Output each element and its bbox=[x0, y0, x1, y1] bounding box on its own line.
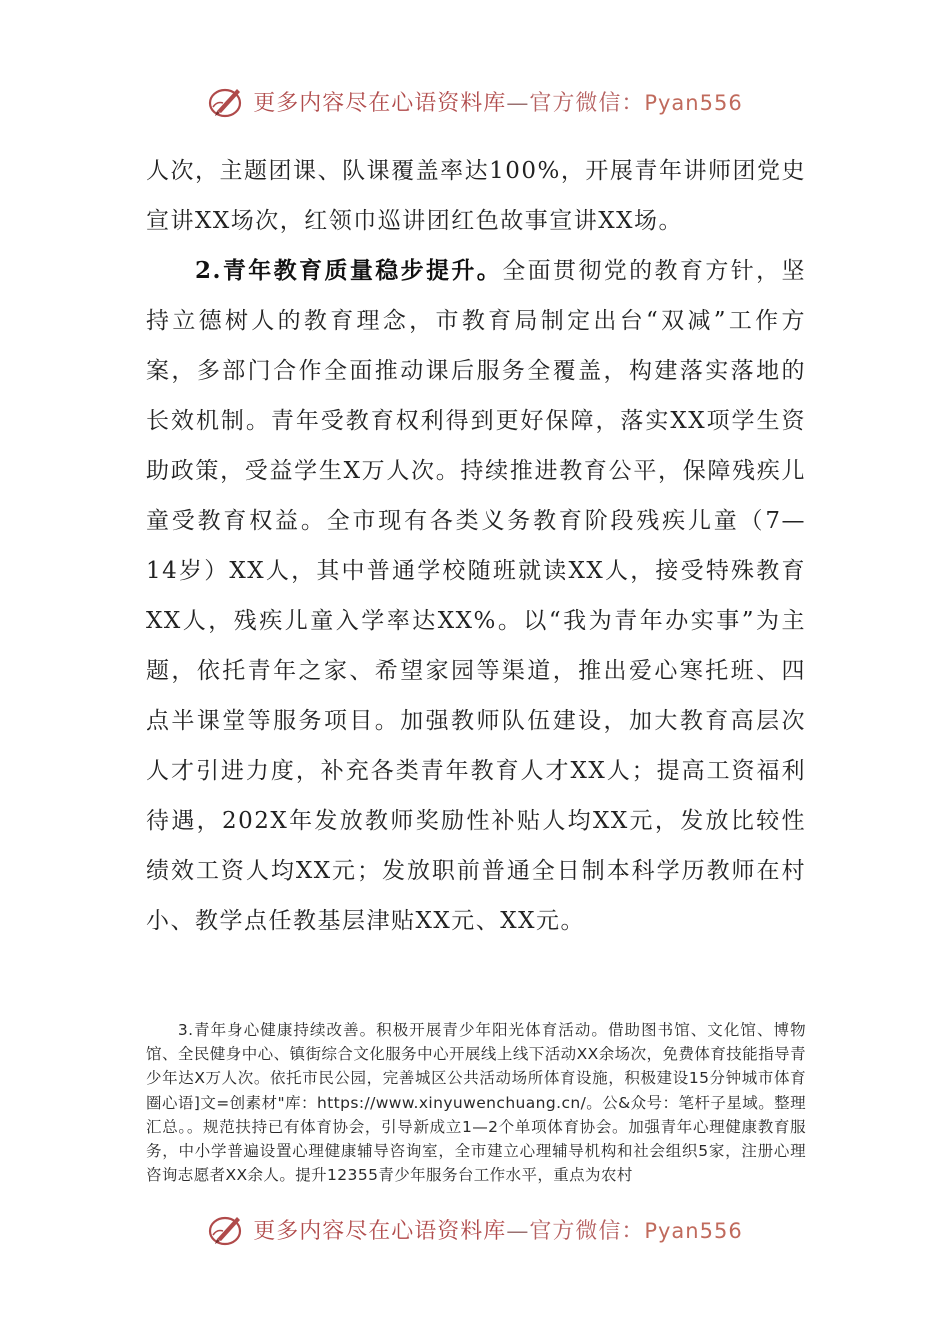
paragraph-health bbox=[146, 1018, 806, 1187]
paragraph-education-quality bbox=[146, 246, 806, 946]
header-watermark-banner bbox=[0, 76, 950, 126]
paragraph-body: 全面贯彻党的教育方针，坚持立德树人的教育理念，市教育局制定出台“双减”工作方案，多部门合作全面推动课后服务全覆盖，构建落实落地的长效机制。青年受教育权利得到更好保障，落实XX项学生资助政策，受益学生X万人次。持续推进教育公平，保障残疾儿童受教育权益。全市现有各类义务教育阶段残疾儿童（7—14岁）XX人，其中普通学校随班就读XX人，接受特殊教育XX人，残疾儿童入学率达XX%。以“我为青年办实事”为主题，依托青年之家、希望家园等渠道，推出爱心寒托班、四点半课堂等服务项目。加强教师队伍建设，加大教育高层次人才引进力度，补充各类青年教育人才XX人；提高工资福利待遇，202X年发放教师奖励性补贴人均XX元，发放比较性绩效工资人均XX元；发放职前普通全日制本科学历教师在村小、教学点任教基层津贴XX元、XX元。 bbox=[146, 258, 806, 934]
banner-wechat-id: Pyan556 bbox=[644, 90, 743, 115]
paragraph-continued: 人次，主题团课、队课覆盖率达100%，开展青年讲师团党史宣讲XX场次，红领巾巡讲团红色故事宣讲XX场。 bbox=[146, 158, 806, 234]
banner-wechat-id: Pyan556 bbox=[644, 1218, 743, 1243]
banner-main-text: 更多内容尽在心语资料库 bbox=[253, 1218, 507, 1244]
banner-main-text: 更多内容尽在心语资料库 bbox=[253, 90, 507, 116]
paragraph-health-body: 3.青年身心健康持续改善。积极开展青少年阳光体育活动。借助图书馆、文化馆、博物馆、全民健身中心、镇街综合文化服务中心开展线上线下活动XX余场次，免费体育技能指导青少年达X万人次。依托市民公园，完善城区公共活动场所体育设施，积极建设15分钟城市体育圈心语]文=创素材"库：https://www.xinyuwenchuang.cn/。公&众号：笔杆子星域。整理汇总。。规范扶持已有体育协会，引导新成立1—2个单项体育协会。加强青年心理健康教育服务，中小学普遍设置心理健康辅导咨询室，全市建立心理辅导机构和社会组织5家，注册心理咨询志愿者XX余人。提升12355青少年服务台工作水平，重点为农村 bbox=[146, 1021, 806, 1185]
banner-text bbox=[253, 1214, 742, 1245]
banner-dash: — bbox=[506, 90, 530, 116]
banner-text bbox=[253, 86, 742, 117]
banner-label: 官方微信： bbox=[529, 1218, 645, 1244]
quill-pen-logo-icon bbox=[207, 1209, 247, 1249]
banner-dash: — bbox=[506, 1218, 530, 1244]
banner-label: 官方微信： bbox=[529, 90, 645, 116]
footer-watermark-banner bbox=[0, 1204, 950, 1254]
quill-pen-logo-icon bbox=[207, 81, 247, 121]
paragraph-heading: 2.青年教育质量稳步提升。 bbox=[195, 257, 503, 284]
